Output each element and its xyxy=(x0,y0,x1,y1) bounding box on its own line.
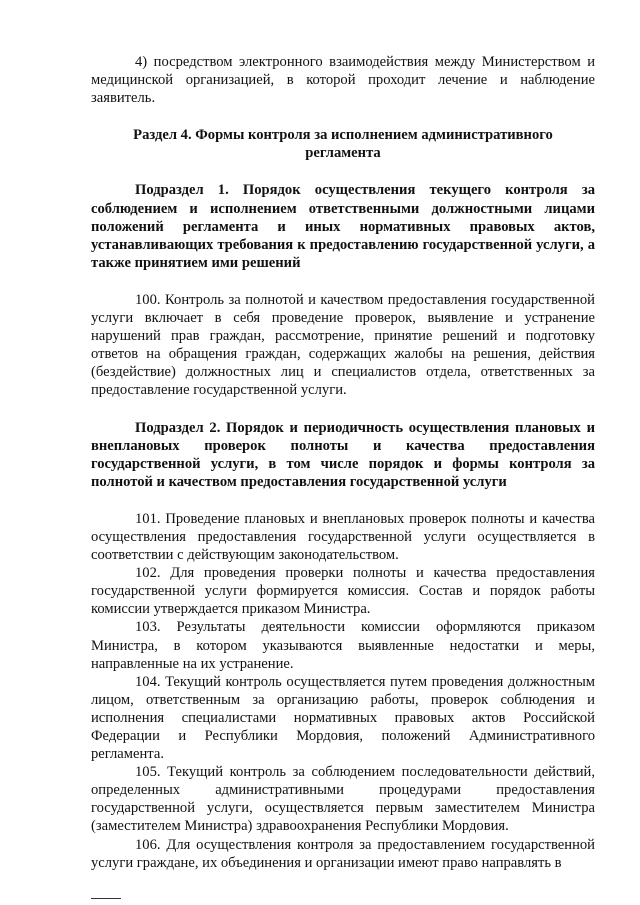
page-content xyxy=(91,53,595,872)
footnote-divider xyxy=(91,898,121,899)
subsection-2-title: Подраздел 2. Порядок и периодичность осуществления плановых и внеплановых проверок полноты и качества предоставления государственной услуги, в том числе порядок и формы контроля за полнотой и качеством предоставления государственной услуги xyxy=(91,419,595,490)
paragraph-103: 103. Результаты деятельности комиссии оформляются приказом Министра, в котором указываются выявленные недостатки и меры, направленные на их устранение. xyxy=(91,619,595,672)
paragraph-105: 105. Текущий контроль за соблюдением последовательности действий, определенных административными процедурами предоставления государственной услуги, осуществляется первым заместителем Министра (заместителем Министра) здравоохранения Республики Мордовия. xyxy=(91,764,595,835)
paragraph-item-4: 4) посредством электронного взаимодействия между Министерством и медицинской организацией, в которой проходит лечение и наблюдение заявитель. xyxy=(91,54,595,107)
subsection-1-title: Подраздел 1. Порядок осуществления текущего контроля за соблюдением и исполнением ответственными должностными лицами положений регламента и иных нормативных правовых актов, устанавливающих требования к предоставлению государственной услуги, а также принятием ими решений xyxy=(91,182,595,271)
paragraph-102: 102. Для проведения проверки полноты и качества предоставления государственной услуги формируется комиссия. Состав и порядок работы комиссии утверждается приказом Министра. xyxy=(91,565,595,618)
paragraph-101: 101. Проведение плановых и внеплановых проверок полноты и качества осуществления предоставления государственной услуги осуществляется в соответствии с действующим законодательством. xyxy=(91,510,595,564)
paragraph-100: 100. Контроль за полнотой и качеством предоставления государственной услуги включает в себя проведение проверок, выявление и устранение нарушений прав граждан, рассмотрение, принятие решений и подготовку ответов на обращения граждан, содержащих жалобы на решения, действия (бездействие) должностных лиц и специалистов отдела, ответственных за предоставление государственной услуги. xyxy=(91,291,595,399)
paragraph-104: 104. Текущий контроль осуществляется путем проведения должностным лицом, ответственным за организацию работы, проверок соблюдения и исполнения специалистами нормативных правовых актов Российской Федерации и Республики Мордовия, положений Административного регламента. xyxy=(91,673,595,763)
paragraph-106: 106. Для осуществления контроля за предоставлением государственной услуги граждане, их объединения и организации имеют право направлять в xyxy=(91,836,595,871)
section-4-title: Раздел 4. Формы контроля за исполнением административного регламента xyxy=(133,127,553,162)
